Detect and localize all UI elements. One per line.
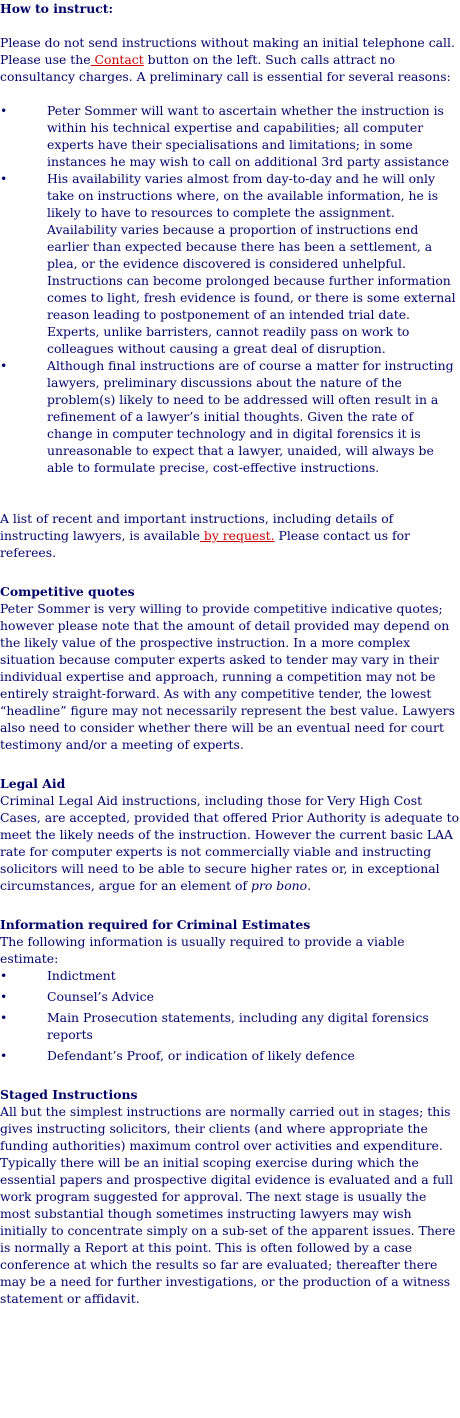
bullet-icon: •: [0, 1048, 8, 1063]
pro-bono-text: pro bono: [251, 878, 308, 893]
list-item-text: Main Prosecution statements, including any digital forensics reports: [47, 1010, 429, 1042]
legal-aid-paragraph: [0, 792, 460, 894]
instruct-intro-paragraph: [0, 34, 460, 85]
bullet-icon: •: [0, 171, 8, 186]
referees-text: Please contact us for referees.: [0, 528, 410, 560]
list-item: [0, 967, 460, 984]
recent-instructions-paragraph: [0, 510, 460, 561]
by-request-link[interactable]: by request.: [199, 528, 275, 543]
instruct-intro-text: Please do not send instructions without making an initial telephone call. Please use the: [0, 35, 455, 67]
competitive-quotes-heading: Competitive quotes: [0, 584, 135, 599]
bullet-icon: •: [0, 1010, 8, 1025]
instruct-reasons-list: [0, 102, 460, 476]
bullet-icon: •: [0, 103, 8, 118]
legal-aid-text-end: .: [307, 878, 312, 893]
list-item-text: Although final instructions are of course a matter for instructing lawyers, preliminary discussions about the nature of the problem(s) likely to need to be addressed will often result in a refinement of a lawyer’s initial thoughts. Given the rate of change in computer technology and in digital forensics it is unreasonable to expect that a lawyer, unaided, will always be able to formulate precise, cost-effective instructions.: [47, 358, 454, 475]
contact-link[interactable]: Contact: [90, 52, 144, 67]
staged-instructions-paragraph: All but the simplest instructions are normally carried out in stages; this gives instructing solicitors, their clients (and where appropriate the funding authorities) maximum control over activities and expenditure. Typically there will be an initial scoping exercise during which the essential papers and prospective digital evidence is evaluated and a full work program suggested for approval. The next stage is usually the most substantial though sometimes instructing lawyers may wish initially to concentrate simply on a sub-set of the apparent issues. There is normally a Report at this point. This is often followed by a case conference at which the results so far are evaluated; thereafter there may be a need for further investigations, or the production of a witness statement or affidavit.: [0, 1104, 456, 1306]
list-item-text: His availability varies almost from day-to-day and he will only take on instructions where, on the available information, he is likely to have to resources to complete the assignment. Availability varies because a proportion of instructions end earlier than expected because there has been a settlement, a plea, or the evidence discovered is considered unhelpful. Instructions can become prolonged because further information comes to light, fresh evidence is found, or there is some external reason leading to postponement of an intended trial date. Experts, unlike barristers, cannot readily pass on work to colleagues without causing a great deal of disruption.: [47, 171, 456, 356]
instruct-intro-text-end: button on the left. Such calls attract no consultancy charges. A preliminary call is essential for several reasons:: [0, 52, 451, 84]
list-item: [0, 357, 460, 476]
criminal-estimates-heading: Information required for Criminal Estimates: [0, 917, 311, 932]
bullet-icon: •: [0, 968, 8, 983]
list-item-text: Counsel’s Advice: [47, 989, 154, 1004]
list-item: [0, 170, 460, 357]
list-item-text: Defendant’s Proof, or indication of likely defence: [47, 1048, 355, 1063]
list-item: [0, 1009, 460, 1043]
recent-instructions-text: A list of recent and important instructions, including details of instructing lawyers, is available: [0, 511, 394, 543]
bullet-icon: •: [0, 989, 8, 1004]
competitive-quotes-paragraph: Peter Sommer is very willing to provide competitive indicative quotes; however please note that the amount of detail provided may depend on the likely value of the prospective instruction. In a more complex situation because computer experts asked to tender may vary in their individual expertise and approach, running a competition may not be entirely straight-forward. As with any competitive tender, the lowest “headline” figure may not necessarily represent the best value. Lawyers also need to consider whether there will be an eventual need for court testimony and/or a meeting of experts.: [0, 601, 455, 752]
list-item-text: Peter Sommer will want to ascertain whether the instruction is within his technical expertise and capabilities; all computer experts have their specialisations and limitations; in some instances he may wish to call on additional 3rd party assistance: [47, 103, 450, 169]
how-to-instruct-heading: How to instruct:: [0, 1, 114, 16]
staged-instructions-heading: Staged Instructions: [0, 1087, 138, 1102]
list-item: [0, 988, 460, 1005]
criminal-estimates-intro: The following information is usually required to provide a viable estimate:: [0, 934, 405, 966]
list-item-text: Indictment: [47, 968, 116, 983]
bullet-icon: •: [0, 358, 8, 373]
list-item: [0, 102, 460, 170]
legal-aid-heading: Legal Aid: [0, 776, 66, 791]
legal-aid-text: Criminal Legal Aid instructions, including those for Very High Cost Cases, are accepted, provided that offered Prior Authority is adequate to meet the likely needs of the instruction. However the current basic LAA rate for computer experts is not commercially viable and instructing solicitors will need to be able to secure higher rates or, in exceptional circumstances, argue for an element of: [0, 793, 460, 893]
criminal-requirements-list: [0, 967, 460, 1064]
list-item: [0, 1047, 460, 1064]
